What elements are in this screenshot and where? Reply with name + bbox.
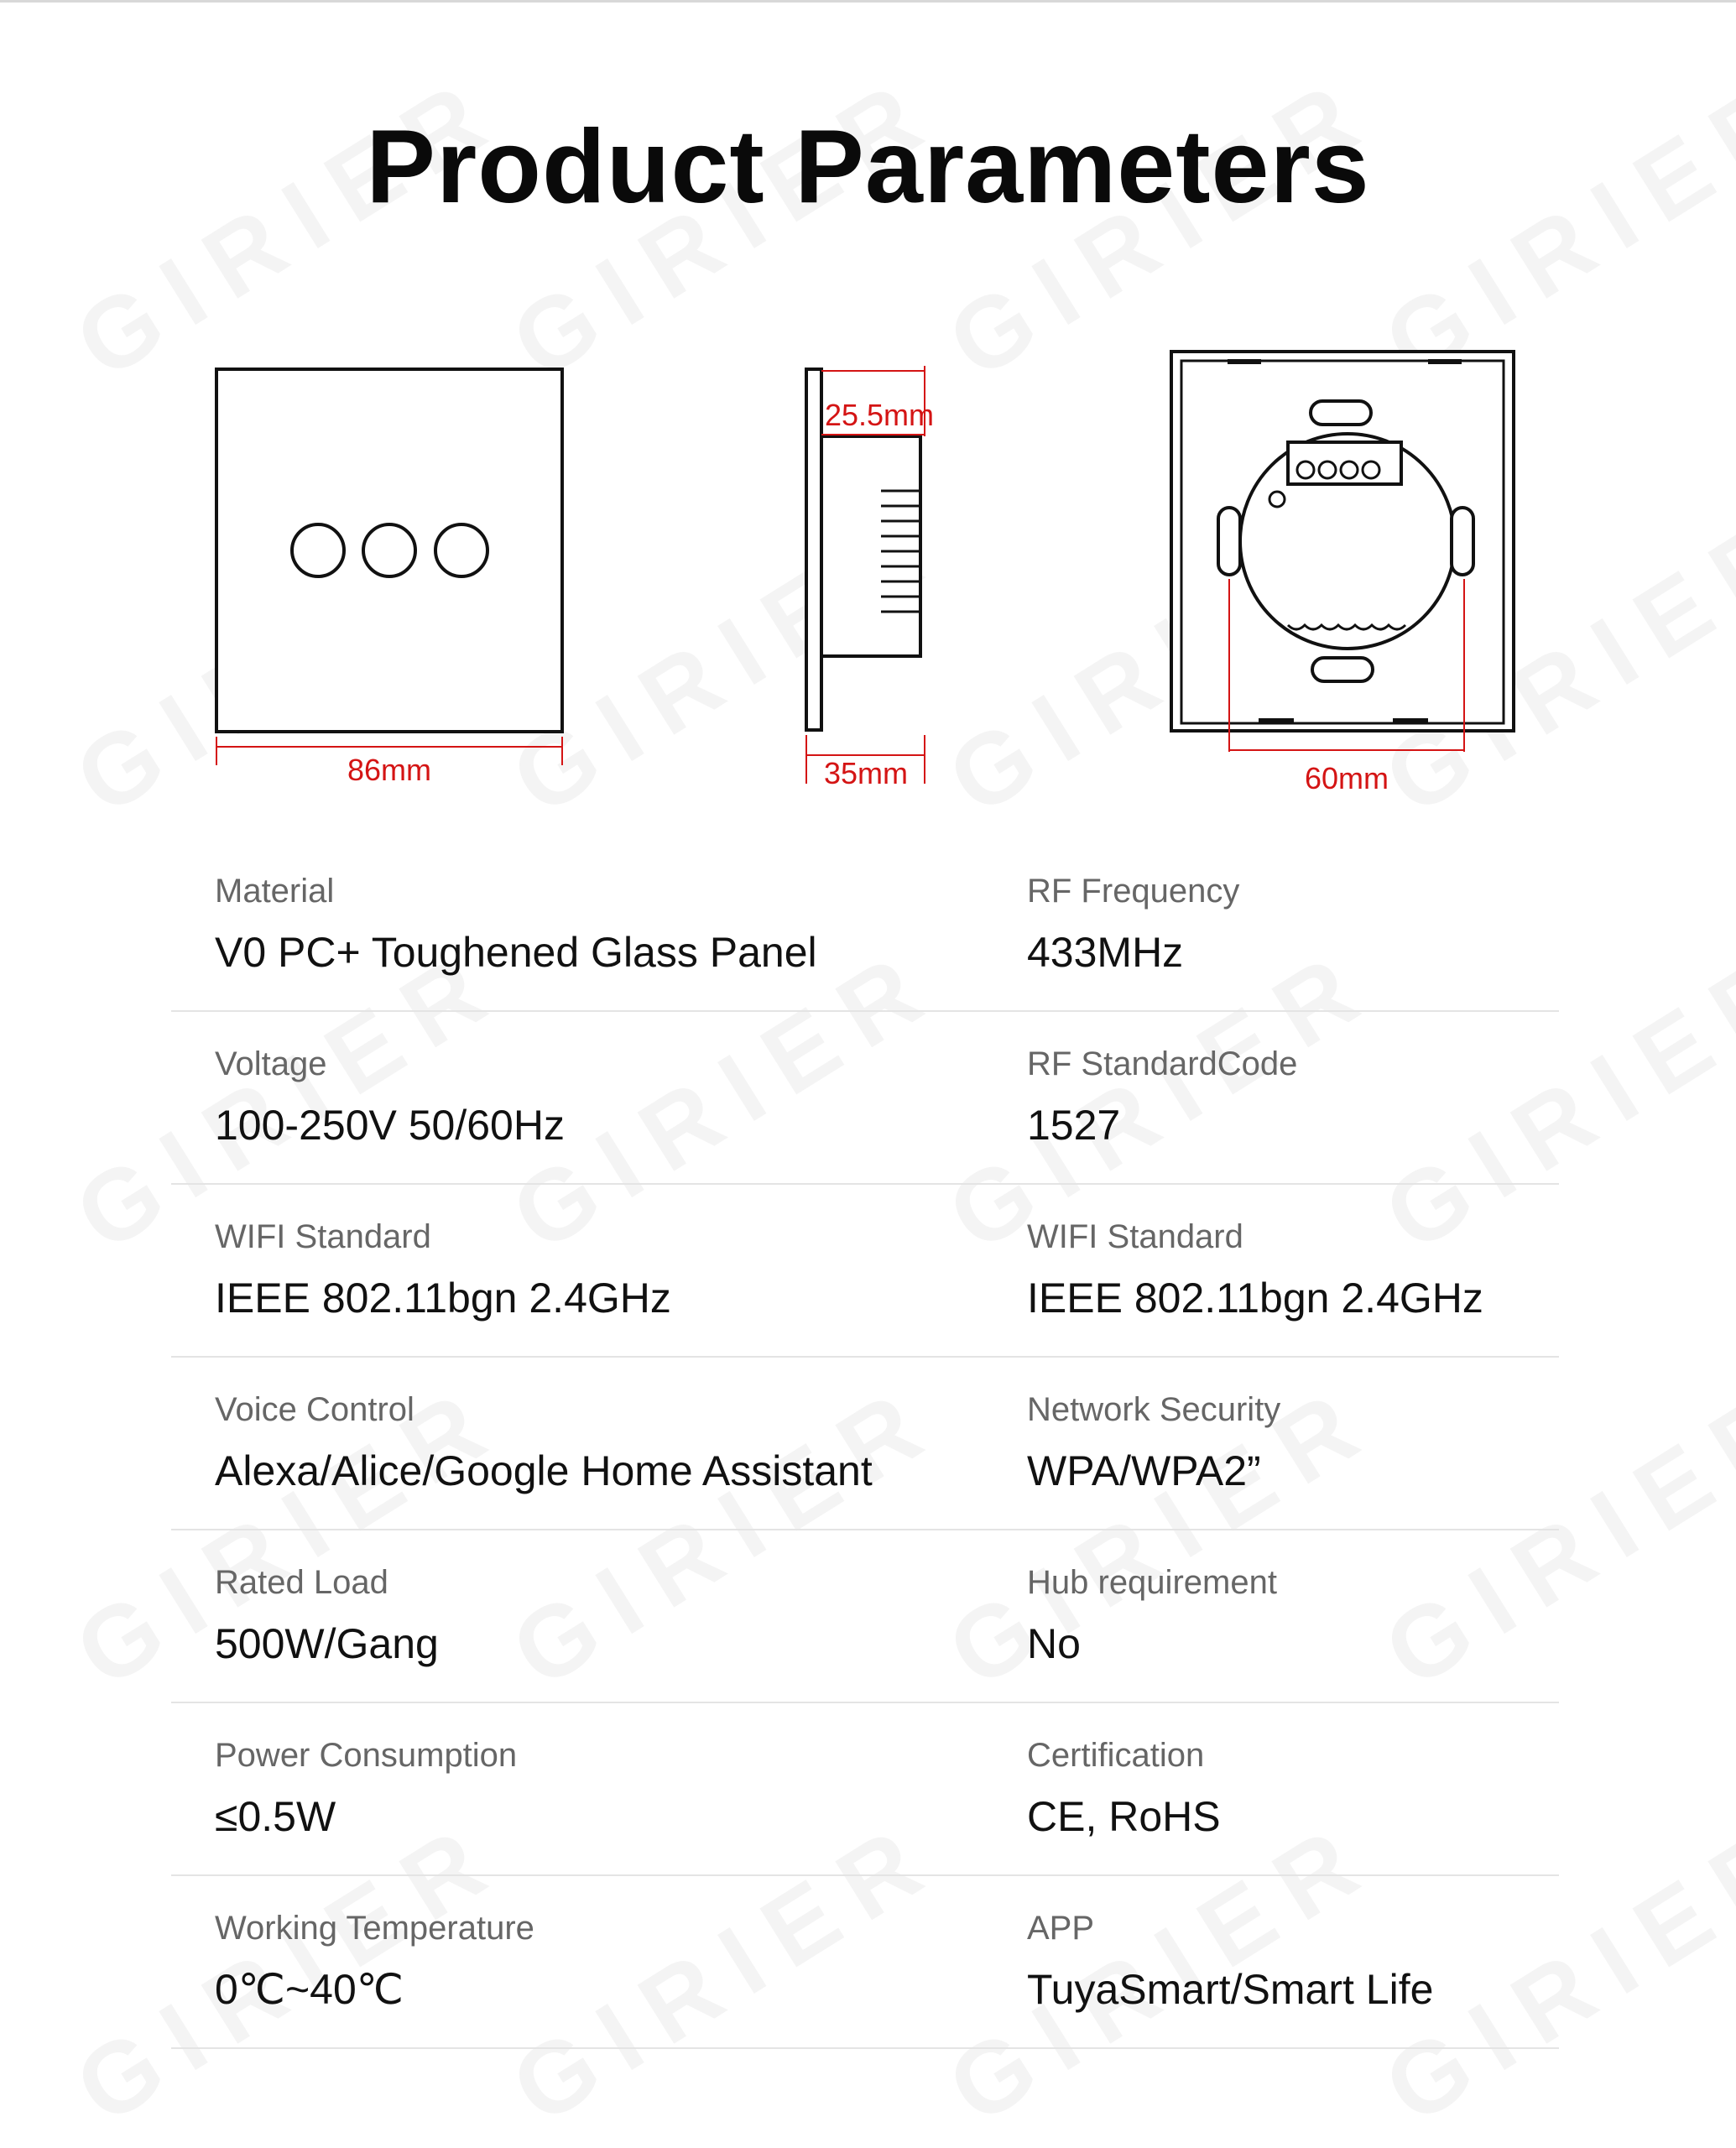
top-divider xyxy=(0,0,1736,3)
param-value: IEEE 802.11bgn 2.4GHz xyxy=(1027,1275,1483,1322)
param-value: 500W/Gang xyxy=(215,1620,439,1667)
dimension-diagram xyxy=(0,336,1736,822)
param-label: RF Frequency xyxy=(1027,873,1240,910)
back-mount-label: 60mm xyxy=(1304,761,1389,795)
parameter-table xyxy=(171,839,1559,2049)
side-panel-label: 25.5mm xyxy=(824,398,935,432)
param-value: TuyaSmart/Smart Life xyxy=(1027,1966,1434,2013)
param-value: 100-250V 50/60Hz xyxy=(215,1102,565,1149)
param-label: Rated Load xyxy=(215,1564,388,1601)
param-label: Voltage xyxy=(215,1045,327,1082)
screw-slot-top xyxy=(1311,401,1371,425)
param-value: 433MHz xyxy=(1027,929,1184,976)
front-view xyxy=(216,369,562,787)
side-body xyxy=(821,436,920,656)
param-value: No xyxy=(1027,1620,1081,1667)
param-row xyxy=(171,1185,1559,1358)
back-view xyxy=(1171,352,1514,795)
side-depth-label: 35mm xyxy=(823,756,909,790)
param-label: Voice Control xyxy=(215,1391,414,1428)
screw-slot-bottom xyxy=(1312,658,1373,681)
param-value: IEEE 802.11bgn 2.4GHz xyxy=(215,1275,671,1322)
side-view xyxy=(806,366,934,790)
param-label: Network Security xyxy=(1027,1391,1281,1428)
param-value: 0℃~40℃ xyxy=(215,1966,404,2013)
param-label: APP xyxy=(1027,1910,1095,1947)
param-label: WIFI Standard xyxy=(1027,1218,1243,1255)
param-label: Working Temperature xyxy=(215,1910,534,1947)
param-value: ≤0.5W xyxy=(215,1793,336,1840)
screw-slot-right xyxy=(1452,508,1473,575)
param-label: Material xyxy=(215,873,335,910)
param-row xyxy=(171,1012,1559,1185)
param-label: Certification xyxy=(1027,1737,1205,1774)
param-label: WIFI Standard xyxy=(215,1218,431,1255)
page-title: Product Parameters xyxy=(366,109,1370,225)
front-width-label: 86mm xyxy=(347,753,432,787)
param-value: WPA/WPA2” xyxy=(1027,1447,1261,1494)
param-row xyxy=(171,1703,1559,1876)
front-panel xyxy=(216,369,562,732)
param-label: Power Consumption xyxy=(215,1737,518,1774)
param-row xyxy=(171,839,1559,1012)
param-label: Hub requirement xyxy=(1027,1564,1277,1601)
param-label: RF StandardCode xyxy=(1027,1045,1298,1082)
param-value: Alexa/Alice/Google Home Assistant xyxy=(215,1447,873,1494)
param-row xyxy=(171,1358,1559,1530)
param-row xyxy=(171,1530,1559,1703)
param-value: V0 PC+ Toughened Glass Panel xyxy=(215,929,817,976)
side-panel xyxy=(806,369,821,730)
param-row xyxy=(171,1876,1559,2049)
param-value: CE, RoHS xyxy=(1027,1793,1221,1840)
param-value: 1527 xyxy=(1027,1102,1121,1149)
screw-slot-left xyxy=(1218,508,1240,575)
